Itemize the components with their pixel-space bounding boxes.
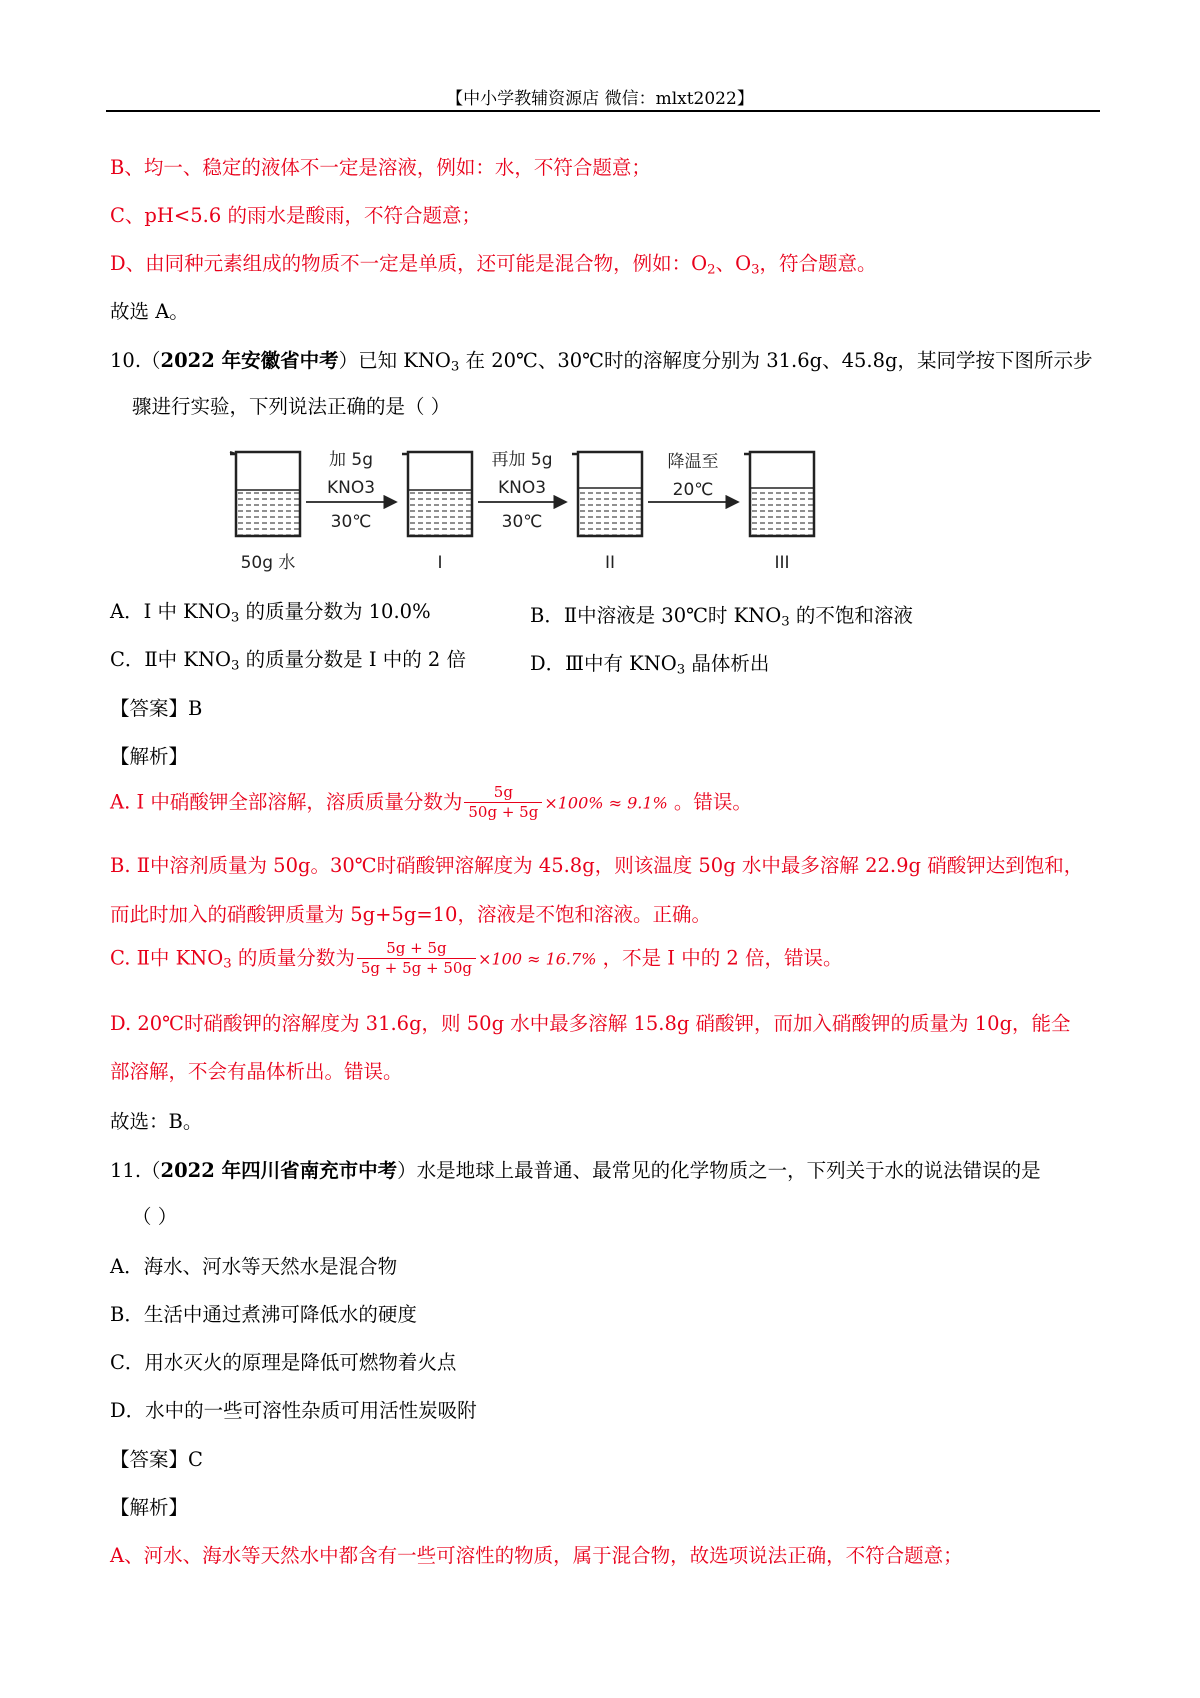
q10-choose: 故选：B。 (110, 1110, 203, 1133)
header-rule (106, 110, 1100, 112)
label-i: I (437, 553, 443, 573)
label-iii: III (774, 553, 790, 573)
q11-option-c: C．用水灭火的原理是降低可燃物着火点 (110, 1351, 457, 1374)
q10-option-d: D．Ⅲ中有 $KNO_3$ 晶体析出 (530, 652, 770, 678)
prev-analysis-b: B、均一、稳定的液体不一定是溶液，例如：水，不符合题意； (110, 156, 651, 179)
arrow2-line3: 30℃ (501, 512, 543, 532)
q11-stem-line2: （ ） (132, 1205, 178, 1228)
q11-option-d: D．水中的一些可溶性杂质可用活性炭吸附 (110, 1399, 477, 1422)
prev-choose: 故选 A。 (110, 300, 189, 323)
arrow3-line2: 20℃ (672, 480, 714, 500)
arrow2-line1: 再加 5g (491, 450, 553, 470)
q11-answer: 【答案】C (110, 1448, 203, 1471)
page-header: 【中小学教辅资源店 微信：mlxt2022】 (446, 89, 754, 109)
q10-stem-line1: 10.（2022 年安徽省中考）已知 $KNO_3$ 在 20℃、30℃时的溶解度分别为 31.6g、45.8g，某同学按下图所示步 (110, 349, 1093, 375)
prev-analysis-c: C、pH<5.6 的雨水是酸雨，不符合题意； (110, 204, 481, 227)
q10-analysis-a: A. I 中硝酸钾全部溶解，溶质质量分数为 $\frac{5g}{50g + 5g}$ ×100% ≈ 9.1% 。错误。 (110, 783, 752, 822)
q10-analysis-b-line1: B. Ⅱ中溶剂质量为 50g。30℃时硝酸钾溶解度为 45.8g，则该温度 50g 水中最多溶解 22.9g 硝酸钾达到饱和， (110, 854, 1084, 877)
beaker-diagram (220, 440, 840, 580)
prev-analysis-d: D、由同种元素组成的物质不一定是单质，还可能是混合物，例如：$O_2$、$O_3$，符合题意。 (110, 252, 877, 278)
arrow2-line2: KNO3 (497, 478, 547, 498)
q11-option-b: B．生活中通过煮沸可降低水的硬度 (110, 1303, 417, 1326)
arrow1-line1: 加 5g (328, 450, 374, 470)
q11-option-a: A．海水、河水等天然水是混合物 (110, 1255, 398, 1278)
q10-source: 2022 年安徽省中考 (160, 349, 339, 372)
q11-source: 2022 年四川省南充市中考 (160, 1159, 398, 1182)
fraction-a: $\frac{5g}{50g + 5g}$ (464, 784, 542, 822)
solution-fill (579, 488, 641, 535)
q11-stem-line1: 11.（2022 年四川省南充市中考）水是地球上最普通、最常见的化学物质之一，下列关于水的说法错误的是 (110, 1159, 1041, 1182)
beaker-ii (572, 452, 642, 536)
label-ii: II (604, 553, 616, 573)
beaker-i (402, 452, 472, 536)
solution-fill (409, 490, 471, 535)
q10-option-c: C．Ⅱ中 $KNO_3$ 的质量分数是 I 中的 2 倍 (110, 648, 467, 674)
arrow3-line1: 降温至 (667, 452, 719, 472)
label-water: 50g 水 (240, 553, 296, 573)
q10-analysis-d-line2: 部溶解，不会有晶体析出。错误。 (110, 1060, 403, 1083)
q10-analysis-b-line2: 而此时加入的硝酸钾质量为 5g+5g=10，溶液是不饱和溶液。正确。 (110, 903, 711, 926)
beaker-water (230, 452, 300, 536)
arrow1-line3: 30℃ (330, 512, 372, 532)
q11-analysis-title: 【解析】 (110, 1496, 189, 1519)
beaker-iii (744, 452, 814, 536)
q10-answer: 【答案】B (110, 697, 203, 720)
q11-analysis-a: A、河水、海水等天然水中都含有一些可溶性的物质，属于混合物，故选项说法正确，不符合题意； (110, 1544, 963, 1567)
fraction-c: $\frac{5g + 5g}{5g + 5g + 50g}$ (357, 940, 476, 978)
arrow1-line2: KNO3 (326, 478, 376, 498)
q10-analysis-d-line1: D. 20℃时硝酸钾的溶解度为 31.6g，则 50g 水中最多溶解 15.8g 硝酸钾，而加入硝酸钾的质量为 10g，能全 (110, 1012, 1071, 1035)
q10-option-b: B．Ⅱ中溶液是 30℃时 $KNO_3$ 的不饱和溶液 (530, 604, 913, 630)
q10-analysis-c: C. Ⅱ中 $KNO_3$ 的质量分数为 $\frac{5g + 5g}{5g + 5g + 50g}$ ×100 ≈ 16.7% ，不是 I 中的 2 倍，错误。 (110, 939, 843, 978)
q10-stem-line2: 骤进行实验，下列说法正确的是（ ） (132, 395, 451, 418)
q10-analysis-title: 【解析】 (110, 745, 189, 768)
solution-fill (751, 488, 813, 535)
solution-fill (237, 490, 299, 535)
q10-option-a: A．I 中 $KNO_3$ 的质量分数为 10.0% (110, 600, 431, 626)
